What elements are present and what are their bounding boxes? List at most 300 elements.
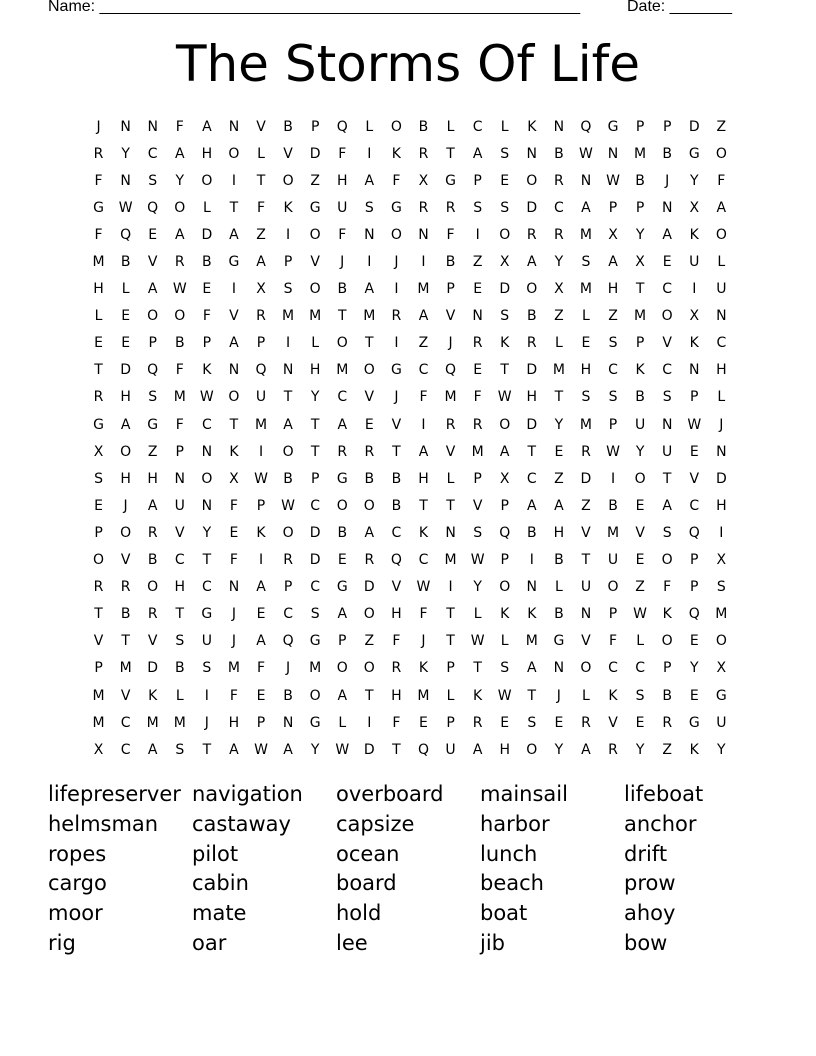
grid-letter: T: [527, 687, 537, 704]
grid-letter: W: [254, 470, 268, 487]
word-list-item: moor: [48, 901, 103, 926]
grid-row: [85, 276, 735, 303]
grid-letter: B: [445, 254, 456, 271]
grid-letter: D: [120, 362, 131, 379]
grid-letter: B: [635, 172, 645, 189]
grid-letter: P: [500, 497, 509, 514]
grid-letter: J: [394, 254, 399, 271]
grid-letter: H: [607, 281, 619, 298]
grid-letter: E: [94, 335, 103, 352]
grid-letter: R: [120, 579, 131, 596]
grid-letter: W: [497, 687, 512, 704]
grid-letter: P: [175, 443, 184, 460]
grid-letter: O: [715, 145, 727, 162]
grid-letter: N: [526, 579, 538, 596]
grid-letter: G: [553, 633, 565, 650]
grid-letter: M: [309, 308, 322, 325]
grid-letter: N: [472, 308, 483, 325]
grid-letter: V: [445, 443, 456, 460]
grid-letter: A: [229, 335, 239, 352]
grid-letter: K: [527, 118, 537, 135]
grid-letter: E: [337, 552, 347, 569]
grid-row: [85, 547, 735, 574]
grid-letter: A: [283, 416, 293, 433]
grid-letter: T: [635, 281, 645, 298]
grid-letter: R: [472, 416, 483, 433]
grid-letter: A: [527, 497, 537, 514]
grid-letter: D: [580, 470, 592, 487]
grid-letter: V: [364, 389, 375, 406]
grid-letter: D: [147, 660, 159, 677]
grid-letter: G: [336, 470, 348, 487]
grid-letter: Q: [255, 362, 267, 379]
grid-letter: U: [689, 254, 700, 271]
grid-row: [85, 519, 735, 546]
grid-letter: H: [309, 362, 321, 379]
grid-letter: D: [363, 741, 375, 758]
grid-letter: H: [93, 281, 104, 298]
grid-letter: O: [309, 226, 321, 243]
grid-letter: S: [473, 199, 483, 216]
grid-letter: J: [286, 660, 291, 677]
grid-letter: W: [687, 416, 702, 433]
grid-letter: O: [634, 470, 646, 487]
grid-letter: C: [526, 470, 537, 487]
grid-letter: I: [475, 226, 480, 243]
grid-letter: P: [94, 524, 103, 541]
grid-letter: H: [147, 470, 158, 487]
grid-letter: H: [418, 470, 429, 487]
grid-letter: B: [391, 497, 402, 514]
grid-letter: E: [473, 362, 483, 379]
grid-letter: M: [92, 687, 105, 704]
grid-letter: A: [256, 633, 266, 650]
grid-letter: W: [335, 741, 350, 758]
word-list-item: overboard: [336, 782, 444, 806]
grid-letter: P: [94, 660, 103, 677]
grid-letter: M: [606, 524, 620, 541]
grid-letter: F: [202, 308, 211, 325]
grid-letter: N: [553, 118, 565, 135]
grid-letter: C: [418, 552, 429, 569]
grid-letter: N: [607, 145, 619, 162]
grid-letter: K: [418, 660, 429, 677]
grid-letter: J: [204, 714, 209, 731]
grid-row: [85, 140, 735, 167]
grid-letter: A: [202, 118, 212, 135]
grid-letter: A: [174, 145, 185, 162]
grid-letter: C: [120, 741, 131, 758]
grid-row: [85, 465, 735, 492]
grid-letter: D: [363, 579, 375, 596]
grid-letter: F: [392, 714, 401, 731]
word-list-item: lee: [336, 930, 368, 955]
grid-letter: L: [446, 470, 455, 487]
grid-letter: U: [580, 579, 592, 596]
grid-letter: N: [282, 362, 294, 379]
grid-letter: K: [202, 362, 212, 379]
grid-letter: L: [446, 687, 455, 704]
grid-letter: N: [553, 660, 565, 677]
grid-letter: L: [121, 281, 130, 298]
grid-letter: E: [500, 172, 510, 189]
grid-letter: T: [365, 335, 374, 352]
grid-letter: S: [175, 633, 185, 650]
grid-letter: O: [147, 308, 159, 325]
grid-letter: R: [662, 714, 673, 731]
grid-letter: R: [608, 741, 618, 758]
grid-letter: A: [283, 741, 293, 758]
grid-letter: V: [120, 687, 131, 704]
grid-letter: R: [526, 335, 537, 352]
grid-letter: R: [418, 145, 429, 162]
grid-letter: Y: [554, 416, 564, 433]
grid-letter: L: [338, 714, 347, 731]
grid-letter: E: [202, 281, 212, 298]
grid-letter: K: [283, 199, 293, 216]
grid-letter: R: [391, 308, 402, 325]
grid-letter: U: [337, 199, 348, 216]
grid-letter: P: [256, 714, 266, 731]
grid-letter: L: [717, 254, 726, 271]
grid-letter: H: [553, 524, 565, 541]
grid-letter: T: [365, 687, 374, 704]
grid-letter: X: [689, 199, 700, 216]
grid-letter: O: [228, 145, 240, 162]
word-list-item: mainsail: [480, 782, 568, 806]
grid-letter: S: [310, 606, 320, 623]
grid-letter: L: [717, 389, 726, 406]
grid-letter: O: [526, 281, 538, 298]
grid-letter: P: [202, 335, 212, 352]
grid-letter: P: [500, 552, 509, 569]
grid-letter: O: [390, 226, 402, 243]
grid-letter: G: [390, 362, 402, 379]
grid-letter: Y: [635, 226, 645, 243]
grid-letter: D: [526, 416, 538, 433]
grid-letter: X: [499, 470, 510, 487]
grid-letter: O: [661, 308, 673, 325]
grid-letter: M: [634, 145, 647, 162]
grid-letter: P: [256, 335, 266, 352]
grid-letter: U: [716, 281, 727, 298]
grid-letter: C: [337, 389, 348, 406]
grid-letter: P: [635, 118, 645, 135]
grid-letter: T: [310, 443, 320, 460]
grid-letter: S: [175, 741, 185, 758]
grid-letter: O: [282, 524, 294, 541]
grid-letter: P: [608, 606, 618, 623]
grid-letter: S: [581, 389, 591, 406]
grid-letter: I: [692, 281, 697, 298]
grid-letter: I: [286, 335, 291, 352]
grid-letter: U: [607, 552, 619, 569]
grid-letter: K: [418, 524, 429, 541]
grid-letter: A: [554, 497, 564, 514]
grid-letter: L: [554, 335, 563, 352]
grid-letter: R: [554, 226, 564, 243]
grid-letter: T: [473, 660, 482, 677]
grid-letter: O: [282, 443, 294, 460]
grid-letter: D: [688, 118, 700, 135]
grid-letter: N: [716, 308, 727, 325]
grid-letter: Y: [635, 443, 645, 460]
grid-letter: V: [256, 118, 266, 135]
grid-letter: H: [120, 389, 131, 406]
grid-row: [85, 113, 735, 140]
grid-letter: V: [635, 524, 645, 541]
grid-letter: P: [635, 335, 645, 352]
grid-letter: S: [473, 524, 483, 541]
grid-letter: A: [418, 308, 429, 325]
word-list-item: lunch: [480, 841, 538, 866]
grid-letter: H: [526, 389, 538, 406]
grid-letter: T: [527, 443, 537, 460]
grid-letter: J: [719, 416, 724, 433]
grid-letter: T: [256, 172, 266, 189]
grid-letter: X: [635, 254, 645, 271]
grid-letter: Z: [554, 308, 564, 325]
grid-letter: Q: [282, 633, 294, 650]
grid-letter: A: [337, 606, 348, 623]
grid-letter: A: [581, 199, 591, 216]
grid-letter: A: [337, 687, 348, 704]
grid-letter: C: [283, 606, 293, 623]
grid-letter: V: [391, 579, 402, 596]
grid-letter: U: [716, 714, 727, 731]
grid-row: [85, 384, 735, 411]
grid-letter: C: [174, 552, 185, 569]
grid-letter: F: [392, 633, 401, 650]
grid-letter: Z: [716, 118, 727, 135]
grid-letter: L: [257, 145, 265, 162]
grid-letter: G: [336, 579, 348, 596]
grid-letter: C: [201, 416, 212, 433]
grid-letter: L: [554, 579, 563, 596]
grid-letter: Z: [472, 254, 483, 271]
grid-letter: O: [309, 687, 321, 704]
grid-letter: J: [665, 172, 670, 189]
grid-letter: E: [554, 714, 564, 731]
grid-letter: P: [690, 552, 699, 569]
grid-letter: F: [663, 579, 672, 596]
word-list-item: hold: [336, 901, 382, 926]
grid-letter: E: [256, 606, 266, 623]
grid-letter: E: [229, 524, 239, 541]
grid-letter: I: [367, 714, 372, 731]
grid-letter: K: [500, 606, 510, 623]
word-list-item: rig: [48, 930, 76, 955]
grid-letter: N: [580, 606, 592, 623]
grid-letter: L: [582, 308, 590, 325]
grid-letter: N: [716, 443, 727, 460]
grid-letter: I: [231, 172, 236, 189]
grid-letter: V: [120, 552, 131, 569]
grid-letter: T: [121, 633, 130, 650]
grid-letter: V: [93, 633, 104, 650]
grid-letter: P: [148, 335, 157, 352]
grid-letter: Q: [120, 226, 132, 243]
grid-letter: N: [201, 497, 213, 514]
grid-letter: B: [418, 118, 429, 135]
grid-letter: F: [392, 172, 401, 189]
grid-letter: O: [607, 579, 619, 596]
grid-letter: U: [445, 741, 456, 758]
grid-letter: C: [635, 660, 645, 677]
grid-letter: W: [633, 606, 648, 623]
grid-letter: C: [689, 497, 700, 514]
grid-letter: S: [608, 389, 618, 406]
grid-letter: E: [121, 308, 131, 325]
grid-letter: L: [500, 118, 509, 135]
grid-letter: N: [526, 145, 538, 162]
grid-letter: L: [94, 308, 103, 325]
grid-letter: R: [93, 579, 104, 596]
grid-letter: E: [581, 335, 591, 352]
grid-letter: R: [526, 226, 537, 243]
grid-letter: X: [418, 172, 429, 189]
grid-letter: P: [690, 389, 699, 406]
grid-letter: S: [148, 172, 158, 189]
grid-letter: B: [635, 389, 645, 406]
grid-letter: A: [256, 254, 266, 271]
grid-row: [85, 330, 735, 357]
grid-letter: T: [392, 443, 401, 460]
grid-letter: G: [445, 172, 456, 189]
grid-letter: V: [662, 335, 672, 352]
grid-letter: R: [472, 335, 483, 352]
grid-letter: C: [391, 524, 402, 541]
grid-letter: A: [147, 741, 158, 758]
grid-row: [85, 248, 735, 275]
grid-letter: O: [499, 226, 511, 243]
grid-letter: C: [310, 497, 321, 514]
grid-letter: P: [310, 118, 320, 135]
grid-letter: O: [93, 552, 105, 569]
grid-letter: X: [93, 741, 104, 758]
grid-letter: R: [283, 552, 293, 569]
grid-letter: N: [201, 443, 213, 460]
grid-letter: B: [662, 145, 672, 162]
grid-letter: I: [204, 687, 209, 704]
grid-letter: T: [581, 552, 591, 569]
grid-letter: C: [201, 579, 212, 596]
grid-letter: E: [635, 714, 645, 731]
grid-letter: I: [394, 335, 399, 352]
grid-letter: A: [662, 226, 672, 243]
word-list-item: ropes: [48, 841, 107, 866]
grid-letter: B: [554, 145, 564, 162]
grid-letter: S: [662, 524, 672, 541]
grid-row: [85, 655, 735, 682]
grid-letter: F: [446, 226, 455, 243]
grid-letter: S: [527, 714, 537, 731]
grid-letter: Q: [688, 524, 700, 541]
grid-letter: K: [662, 606, 672, 623]
grid-letter: O: [336, 335, 348, 352]
grid-letter: F: [717, 172, 726, 189]
grid-letter: I: [367, 145, 372, 162]
grid-letter: K: [391, 145, 401, 162]
grid-letter: R: [93, 145, 104, 162]
grid-letter: O: [336, 660, 348, 677]
grid-letter: O: [174, 308, 186, 325]
grid-letter: H: [716, 362, 727, 379]
grid-letter: M: [227, 660, 240, 677]
grid-letter: O: [120, 524, 132, 541]
grid-letter: R: [93, 389, 104, 406]
grid-letter: O: [201, 470, 213, 487]
grid-letter: P: [256, 497, 266, 514]
grid-letter: D: [309, 145, 321, 162]
grid-letter: B: [120, 606, 131, 623]
grid-letter: R: [364, 552, 375, 569]
grid-letter: R: [581, 714, 591, 731]
grid-letter: I: [286, 226, 291, 243]
grid-letter: V: [581, 524, 591, 541]
grid-letter: P: [690, 579, 699, 596]
grid-letter: H: [391, 606, 402, 623]
word-list-item: jib: [480, 930, 505, 955]
grid-letter: J: [394, 389, 399, 406]
grid-letter: B: [283, 118, 293, 135]
grid-letter: Y: [635, 741, 645, 758]
grid-letter: F: [473, 389, 482, 406]
grid-letter: K: [689, 226, 699, 243]
grid-letter: C: [147, 145, 158, 162]
grid-letter: S: [283, 281, 293, 298]
grid-letter: G: [309, 714, 321, 731]
grid-letter: E: [689, 443, 699, 460]
grid-letter: J: [421, 633, 426, 650]
grid-letter: P: [662, 118, 672, 135]
grid-letter: A: [229, 741, 239, 758]
grid-letter: I: [258, 552, 264, 569]
grid-letter: Q: [336, 118, 348, 135]
grid-letter: A: [229, 226, 239, 243]
grid-letter: Q: [688, 606, 700, 623]
grid-letter: N: [661, 416, 673, 433]
grid-letter: X: [554, 281, 564, 298]
grid-letter: F: [338, 145, 347, 162]
grid-letter: E: [94, 497, 103, 514]
grid-letter: F: [419, 389, 428, 406]
grid-letter: U: [201, 633, 212, 650]
grid-letter: T: [419, 497, 428, 514]
grid-letter: G: [688, 145, 700, 162]
grid-letter: U: [634, 416, 646, 433]
grid-letter: V: [229, 308, 239, 325]
grid-letter: O: [715, 226, 727, 243]
word-list-item: pilot: [192, 841, 239, 866]
grid-letter: E: [121, 335, 131, 352]
grid-letter: Z: [608, 308, 618, 325]
date-field-line: Date: _______: [627, 0, 732, 15]
grid-letter: O: [174, 199, 186, 216]
grid-letter: B: [174, 335, 185, 352]
grid-letter: Y: [473, 579, 482, 596]
grid-letter: O: [715, 633, 727, 650]
grid-letter: J: [340, 254, 345, 271]
grid-letter: A: [662, 497, 672, 514]
grid-letter: H: [499, 741, 510, 758]
grid-letter: L: [500, 633, 509, 650]
grid-letter: W: [281, 497, 295, 514]
grid-letter: S: [500, 199, 510, 216]
grid-letter: F: [175, 416, 184, 433]
grid-letter: T: [175, 606, 185, 623]
grid-letter: X: [689, 308, 700, 325]
